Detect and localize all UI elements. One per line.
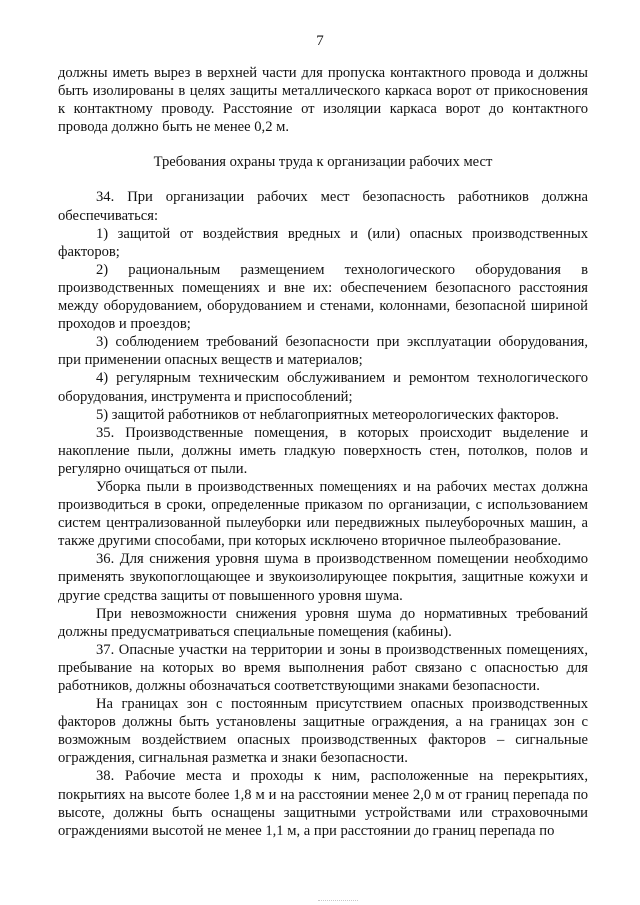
paragraph-38: 38. Рабочие места и проходы к ним, расположенные на перекрытиях, покрытиях на высоте более 1,8 м и на расстоянии менее 2,0 м от границ перепада по высоте, должны быть оснащены защитными устройствами или страховочными ограждениями высотой не менее 1,1 м, а при расстоянии до границ перепада по — [58, 768, 588, 839]
scan-artifact — [318, 900, 358, 903]
paragraph-37-barriers: На границах зон с постоянным присутствием опасных производственных факторов должны быть установлены защитные ограждения, а на границах зон с возможным воздействием опасных производственных факторов – сигнальные ограждения, сигнальная разметка и знаки безопасности. — [58, 696, 588, 767]
list-item-34-1: 1) защитой от воздействия вредных и (или) опасных производственных факторов; — [58, 225, 588, 260]
paragraph-35: 35. Производственные помещения, в которых происходит выделение и накопление пыли, должны иметь гладкую поверхность стен, потолков, полов и регулярно очищаться от пыли. — [58, 424, 588, 477]
list-item-34-4: 4) регулярным техническим обслуживанием и ремонтом технологического оборудования, инструмента и приспособлений; — [58, 370, 588, 405]
paragraph-35-dust-removal: Уборка пыли в производственных помещениях и на рабочих местах должна производиться в сроки, определенные приказом по организации, с использованием систем централизованной пылеуборки или передвижных пылеуборочных машин, а также другими способами, при которых исключено вторичное пылеобразование. — [58, 478, 588, 550]
document-body — [58, 64, 588, 840]
list-item-34-2: 2) рациональным размещением технологического оборудования в производственных помещениях и вне их: обеспечением безопасного расстояния между оборудованием, оборудованием и стенами, колоннами, безопасной шириной проходов и проездов; — [58, 261, 588, 333]
page-number: 7 — [316, 33, 324, 49]
section-heading: Требования охраны труда к организации рабочих мест — [153, 154, 493, 171]
paragraph-34: 34. При организации рабочих мест безопасность работников должна обеспечиваться: — [58, 189, 588, 224]
paragraph-37: 37. Опасные участки на территории и зоны в производственных помещениях, пребывание на которых во время выполнения работ связано с опасностью для работников, должны обозначаться соответствующими знаками безопасности. — [58, 641, 588, 694]
list-item-34-5: 5) защитой работников от неблагоприятных метеорологических факторов. — [96, 406, 559, 423]
paragraph-36: 36. Для снижения уровня шума в производственном помещении необходимо применять звукопоглощающее и звукоизолирующее покрытия, защитные кожухи и другие средства защиты от повышенного уровня шума. — [58, 551, 588, 604]
paragraph-36-cabins: При невозможности снижения уровня шума до нормативных требований должны предусматриваться специальные помещения (кабины). — [58, 605, 588, 640]
list-item-34-3: 3) соблюдением требований безопасности при эксплуатации оборудования, при применении опасных веществ и материалов; — [58, 334, 588, 369]
paragraph-continuation: должны иметь вырез в верхней части для пропуска контактного провода и должны быть изолированы в целях защиты металлического каркаса ворот от прикосновения к контактному проводу. Расстояние от изоляции каркаса ворот до контактного провода должно быть не менее 0,2 м. — [58, 65, 588, 136]
